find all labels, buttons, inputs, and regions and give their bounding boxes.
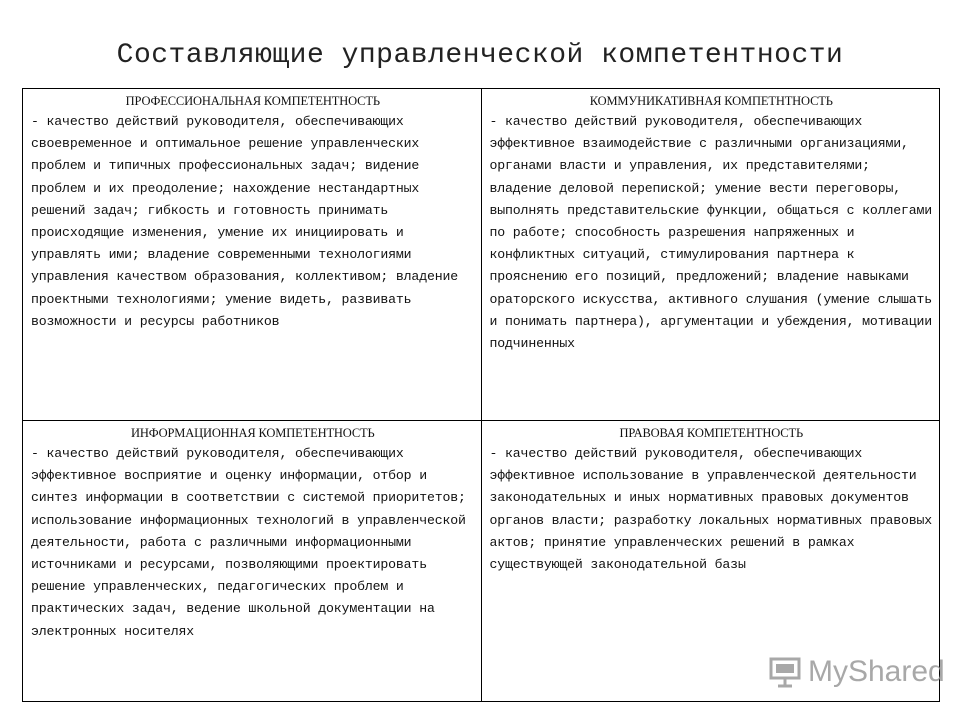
cell-professional <box>23 89 482 421</box>
cell-heading: ИНФОРМАЦИОННАЯ КОМПЕТЕНТНОСТЬ <box>130 426 375 440</box>
cell-informational <box>23 421 482 702</box>
cell-communicative <box>481 89 940 421</box>
table-row <box>23 89 940 421</box>
cell-heading: ПРАВОВАЯ КОМПЕТЕНТНОСТЬ <box>619 426 803 440</box>
competence-table <box>22 88 940 702</box>
cell-heading: ПРОФЕССИОНАЛЬНАЯ КОМПЕТЕНТНОСТЬ <box>125 94 380 108</box>
page-title: Составляющие управленческой компетентности <box>116 40 844 71</box>
cell-body: - качество действий руководителя, обеспечивающих эффективное использование в управленческой деятельности законодательных и иных нормативных правовых документов органов власти; разработку локальных нормативных правовых актов; принятие управленческих решений в рамках существующей законодательной базы <box>489 446 933 573</box>
watermark <box>768 655 945 689</box>
presentation-board-icon <box>768 655 802 689</box>
cell-body: - качество действий руководителя, обеспечивающих эффективное восприятие и оценку информации, отбор и синтез информации в соответствии с системой приоритетов; использование информационных технологий в управленческой деятельности, работа с различными информационными источниками и ресурсами, позволяющими проектировать решение управленческих, педагогических проблем и практических задач, ведение школьной документации на электронных носителях <box>31 446 466 639</box>
cell-body: - качество действий руководителя, обеспечивающих эффективное взаимодействие с различными организациями, органами власти и управления, их представителями; владение деловой перепиской; умение вести переговоры, выполнять представительские функции, общаться с коллегами по работе; способность разрешения напряженных и конфликтных ситуаций, стимулирования партнера к прояснению его позиций, предложений; владение навыками ораторского искусства, активного слушания (умение слышать и понимать партнера), аргументации и убеждения, мотивации подчиненных <box>489 114 933 352</box>
cell-body: - качество действий руководителя, обеспечивающих своевременное и оптимальное решение управленческих проблем и типичных профессиональных задач; видение проблем и их преодоление; нахождение нестандартных решений задач; гибкость и готовность принимать происходящие изменения, умение их инициировать и управлять ими; владение современными технологиями управления качеством образования, коллективом; владение проектными технологиями; умение видеть, развивать возможности и ресурсы работников <box>31 114 459 329</box>
watermark-text: MyShared <box>808 655 945 688</box>
cell-heading: КОММУНИКАТИВНАЯ КОМПЕТНТНОСТЬ <box>589 94 833 108</box>
